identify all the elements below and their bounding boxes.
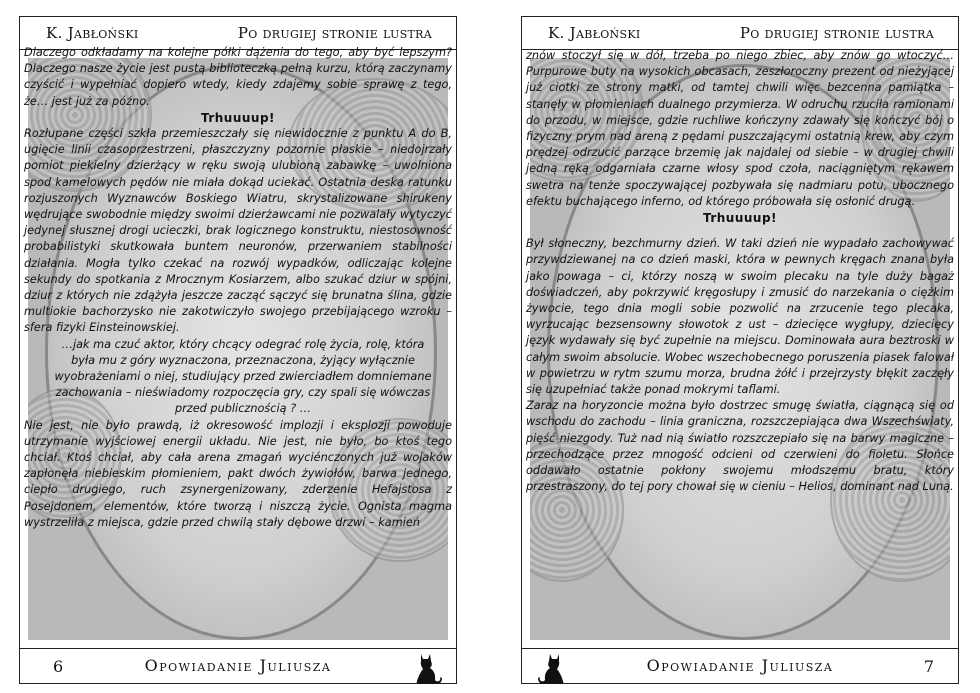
- paragraph: znów stoczył się w dół, trzeba po niego zbiec, aby znów go wtoczyć… Purpurowe buty na wysokich obcasach, zeszłoroczny prezent od nieżyjącej już ciotki ze strony matki, od tamtej chwili więc bezcenna pamiątka – stanęły w płomieniach dualnego przymierza. W odruchu rzuciła ramionami do przodu, w miejsce, gdzie ruchliwe kończyny zdawały się kończyć bój o fizyczny prym nad areną z pędami puszczającymi ostatnią krew, aby czym prędzej odrzucić parzące brzemię jak najdalej od siebie – w drugiej chwili jedną ręką odgarniała czarne włosy spod czoła, naciągniętym rękawem swetra na tenże spoczywającej pozbywała się nadmiaru potu, ubocznego efektu buchającego inferno, od którego próbowała się osłonić drugą.: [526, 49, 954, 208]
- left-page-text: [24, 45, 452, 531]
- quote-block: …jak ma czuć aktor, który chcący odegrać rolę życia, rolę, która była mu z góry wyznaczona, przeznaczona, żyjący wyłącznie wyobrażeniami o niej, studiujący przed zwierciadłem domniemane zachowania – nieświadomy rozpoczęcia gry, czy spali się wówczas przed publicznością ? …: [54, 337, 432, 416]
- cat-silhouette-icon: [412, 650, 442, 684]
- header-author: K. Jabłoński: [548, 24, 641, 42]
- paragraph: Zaraz na horyzoncie można było dostrzec smugę światła, ciągnącą się od wschodu do zachodu – linia graniczna, rozszczepiająca dwa Wszechświaty, pięść niezgody. Tuż nad nią światło rozszczepiało się na barwy magiczne – przechodzące przez mnogość odcieni od czerwieni do fioletu. Słońce oddawało ostatnie pokłony swojemu młodszemu bratu, który przestraszony, do tej pory chował się w cieniu – Helios, dominant nad Luną.: [526, 399, 954, 494]
- footer-story-title: Opowiadanie Juliusza: [144, 656, 332, 675]
- left-page-footer: [20, 648, 456, 683]
- paragraph: Dlaczego odkładamy na kolejne półki dążenia do tego, aby być lepszym? Dlaczego nasze życie jest pustą biblioteczką pełną kurzu, którą zaczynamy czyścić i wypełniać dopiero wtedy, kiedy zdajemy sobie sprawę z tego, że… jest już za późno.: [24, 46, 452, 108]
- right-page-footer: [522, 648, 958, 683]
- page-number: 7: [923, 657, 934, 676]
- right-page-header: [522, 17, 958, 50]
- left-page: [19, 16, 457, 684]
- page-number: 6: [53, 657, 64, 676]
- header-book-title: Po drugiej stronie lustra: [237, 24, 432, 42]
- right-page: [521, 16, 959, 684]
- paragraph-spacer: [526, 226, 954, 236]
- right-page-text: [526, 48, 954, 495]
- paragraph: Rozłupane części szkła przemieszczały się niewidocznie z punktu A do B, ugięcie linii czasoprzestrzeni, płaszczyzny pozornie płaskie – niedojrzały pomiot piekielny dzierżący w ręku swoją ulubioną zabawkę – uwolniona spod kamelowych pędów nie miała dokąd uciekać. Ostatnia deska ratunku rozjuszonych Wyznawców Boskiego Wiatru, skrystalizowane shirukeny wędrujące swobodnie między swoimi dzierżawcami nie pozwalały wytyczyć jedynej słusznej drogi ucieczki, brak logicznego konstruktu, niestosowność probabilistyki skutkowała buntem neuronów, przerwaniem stabilności działania. Mogła tylko czekać na rozwój wypadków, odliczając kolejne sekundy do spotkania z Mrocznym Kosiarzem, albo szukać dziur w spójni, dziur z których nie zdążyła jeszcze zacząć sączyć się brunatna ślina, gdzie multiokie bachorzysko nie zakotwiczyło swojego przebijającego wzroku – sfera fizyki Einsteinowskiej.: [24, 127, 452, 335]
- onomatopoeia: Trhuuuup!: [200, 110, 276, 125]
- onomatopoeia: Trhuuuup!: [702, 211, 778, 226]
- footer-story-title: Opowiadanie Juliusza: [646, 656, 834, 675]
- paragraph: Nie jest, nie było prawdą, iż okresowość implozji i eksplozji powoduje utrzymanie wyjściowej energii układu. Nie jest, nie było, bo ktoś tego chciał. Ktoś chciał, aby cała arena zmagań wyciénczonych już wojaków zapłonęła niebieskim płomieniem, pakt dwóch żywiołów, barwa jednego, ciepło drugiego, ruch zsynergenizowany, zderzenie Hefajstosa z Posejdonem, elementów, które tworzą i niszczą życie. Ognista magma wystrzeliła z miejsca, gdzie przed chwilą stały dębowe drzwi – kamień: [24, 418, 452, 529]
- paragraph: Był słoneczny, bezchmurny dzień. W taki dzień nie wypadało zachowywać przywdziewanej na co dzień maski, która w pewnych kręgach znana była jako powaga – ci, którzy noszą w swoim plecaku na tyle duży bagaż doświadczeń, aby pokrzywić kręgosłupy i zmusić do narzekania o ciężkim żywocie, tego dnia mogli sobie pozwolić na zrzucenie tego plecaka, wyrzucając bezsensowny słowotok z ust – dziecięce wygłupy, dziecięcy język wydawały się być zupełnie na miejscu. Dominowała aura beztroski w całym swoim absolucie. Wobec wszechobecnego poruszenia piasek falował w powietrzu w rytm szumu morza, brudna żółć i przejrzysty błękit zaczęły się uzupełniać także ponad mokrymi taflami.: [526, 237, 954, 397]
- header-author: K. Jabłoński: [46, 24, 139, 42]
- header-book-title: Po drugiej stronie lustra: [739, 24, 934, 42]
